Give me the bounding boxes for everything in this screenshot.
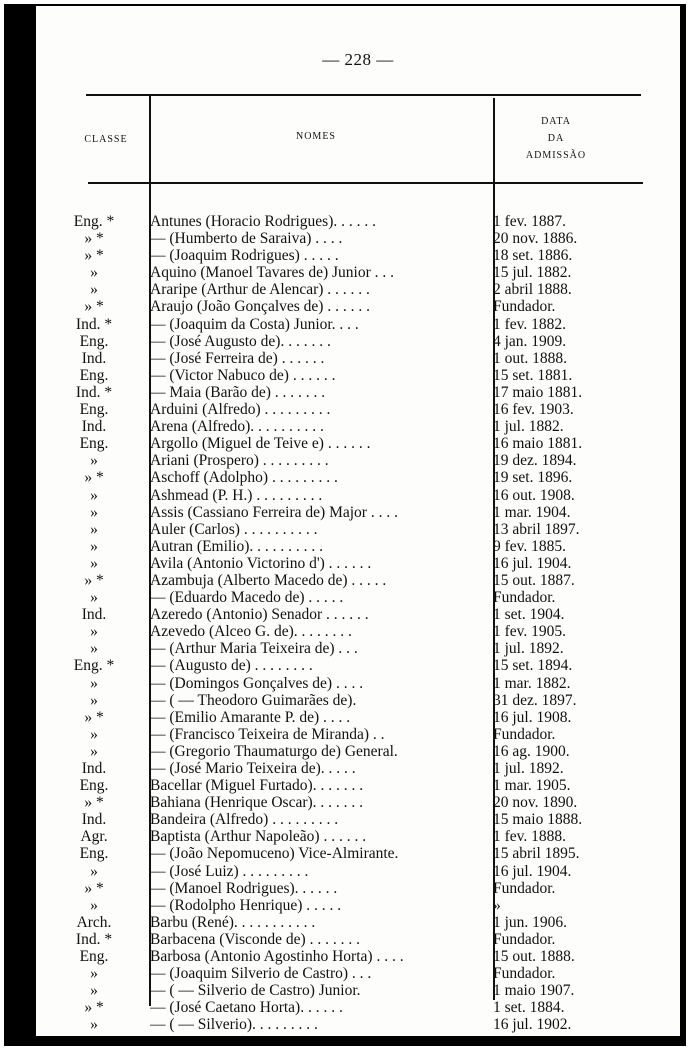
admission-date-cell: Fundador. bbox=[493, 298, 556, 316]
admission-date-cell: 1 out. 1888. bbox=[493, 349, 568, 367]
classe-cell: » bbox=[90, 281, 98, 299]
classe-cell: » * bbox=[84, 298, 104, 316]
admission-date-cell: Fundador. bbox=[493, 930, 556, 948]
table-row bbox=[36, 418, 680, 435]
name-cell: Argollo (Miguel de Teive e) . . . . . . bbox=[150, 435, 371, 453]
name-cell: — ( — Silverio). . . . . . . . . bbox=[150, 1016, 318, 1034]
header-data-line1: DATA bbox=[541, 116, 571, 127]
admission-date-cell: 1 mar. 1904. bbox=[493, 503, 571, 521]
classe-cell: Ind. * bbox=[75, 315, 113, 333]
classe-cell: » bbox=[90, 537, 98, 555]
classe-cell: Agr. bbox=[80, 828, 108, 846]
table-row bbox=[36, 794, 680, 811]
name-cell: Arena (Alfredo). . . . . . . . . . bbox=[150, 418, 324, 436]
admission-date-cell: 16 out. 1908. bbox=[493, 486, 575, 504]
table-row bbox=[36, 606, 680, 623]
table-row bbox=[36, 452, 680, 469]
classe-cell: » * bbox=[84, 230, 104, 248]
table-row bbox=[36, 760, 680, 777]
classe-cell: » bbox=[90, 691, 98, 709]
name-cell: Bandeira (Alfredo) . . . . . . . . . bbox=[150, 811, 339, 829]
classe-cell: » * bbox=[84, 571, 104, 589]
classe-cell: » bbox=[90, 589, 98, 607]
name-cell: — (Domingos Gonçalves de) . . . . bbox=[150, 674, 364, 692]
admission-date-cell: 20 nov. 1890. bbox=[493, 794, 578, 812]
name-cell: Bacellar (Miguel Furtado). . . . . . . bbox=[150, 777, 364, 795]
name-cell: — (José Luiz) . . . . . . . . . bbox=[150, 862, 309, 880]
table-row bbox=[36, 999, 680, 1016]
name-cell: Assis (Cassiano Ferreira de) Major . . . . bbox=[150, 503, 398, 521]
table-row bbox=[36, 350, 680, 367]
table-row bbox=[36, 948, 680, 965]
name-cell: Arduini (Alfredo) . . . . . . . . . bbox=[150, 401, 331, 419]
name-cell: Bahiana (Henrique Oscar). . . . . . . bbox=[150, 794, 364, 812]
name-cell: Ashmead (P. H.) . . . . . . . . . bbox=[150, 486, 323, 504]
header-classe: CLASSE bbox=[84, 134, 128, 145]
name-cell: — (José Ferreira de) . . . . . . bbox=[150, 349, 325, 367]
classe-cell: Ind. bbox=[81, 760, 107, 777]
name-cell: — (Manoel Rodrigues). . . . . . bbox=[150, 879, 338, 897]
name-cell: Araripe (Arthur de Alencar) . . . . . . bbox=[150, 281, 370, 299]
page-number: — 228 — bbox=[322, 50, 394, 69]
admission-date-cell: 1 set. 1884. bbox=[493, 999, 565, 1017]
classe-cell: Eng. bbox=[79, 435, 109, 453]
name-cell: Barbu (René). . . . . . . . . . . bbox=[150, 913, 316, 931]
name-cell: — (Gregorio Thaumaturgo de) General. bbox=[150, 742, 398, 760]
admission-date-cell: » bbox=[493, 896, 501, 914]
table-row bbox=[36, 333, 680, 350]
table-row bbox=[36, 726, 680, 743]
name-cell: — (Arthur Maria Teixeira de) . . . bbox=[150, 640, 358, 658]
name-cell: Aquino (Manoel Tavares de) Junior . . . bbox=[150, 264, 394, 282]
admission-date-cell: 16 jul. 1908. bbox=[493, 708, 572, 726]
admission-date-cell: 16 jul. 1902. bbox=[493, 1016, 572, 1034]
admission-date-cell: 15 maio 1888. bbox=[493, 811, 583, 829]
admission-date-cell: Fundador. bbox=[493, 965, 556, 983]
table-row bbox=[36, 675, 680, 692]
table-row bbox=[36, 213, 680, 230]
admission-date-cell: 15 set. 1881. bbox=[493, 366, 573, 384]
classe-cell: Ind. * bbox=[75, 930, 113, 948]
classe-cell: » bbox=[90, 623, 98, 641]
table-row bbox=[36, 538, 680, 555]
name-cell: — (Joaquim Silverio de Castro) . . . bbox=[150, 965, 372, 983]
admission-date-cell: 15 set. 1894. bbox=[493, 657, 573, 675]
name-cell: Antunes (Horacio Rodrigues). . . . . . bbox=[150, 213, 376, 230]
admission-date-cell: 1 fev. 1905. bbox=[493, 623, 567, 641]
header-bottom-rule bbox=[88, 182, 643, 184]
name-cell: — (Joaquim Rodrigues) . . . . . bbox=[150, 247, 339, 265]
table-row bbox=[36, 828, 680, 845]
classe-cell: » * bbox=[84, 469, 104, 487]
table-row bbox=[36, 914, 680, 931]
admission-date-cell: Fundador. bbox=[493, 725, 556, 743]
header-data-line3: ADMISSÃO bbox=[525, 150, 587, 161]
classe-cell: » bbox=[90, 554, 98, 572]
classe-cell: Ind. * bbox=[75, 383, 113, 401]
classe-cell: Eng. bbox=[79, 401, 109, 419]
classe-cell: » * bbox=[84, 999, 104, 1017]
table-row bbox=[36, 657, 680, 674]
table-row bbox=[36, 709, 680, 726]
admission-date-cell: 1 jul. 1892. bbox=[493, 640, 564, 658]
name-cell: Aschoff (Adolpho) . . . . . . . . . bbox=[150, 469, 338, 487]
admission-date-cell: 15 out. 1888. bbox=[493, 948, 575, 966]
admission-date-cell: 2 abril 1888. bbox=[493, 281, 572, 299]
classe-cell: » bbox=[90, 452, 98, 470]
table-row bbox=[36, 965, 680, 982]
classe-cell: » * bbox=[84, 247, 104, 265]
classe-cell: Eng. bbox=[79, 948, 109, 966]
table-row bbox=[36, 931, 680, 948]
table-row bbox=[36, 777, 680, 794]
table-row bbox=[36, 469, 680, 486]
admission-date-cell: 1 jul. 1892. bbox=[493, 760, 564, 777]
name-cell: — (Emilio Amarante P. de) . . . . bbox=[150, 708, 351, 726]
name-cell: Ariani (Prospero) . . . . . . . . . bbox=[150, 452, 329, 470]
name-cell: — (João Nepomuceno) Vice-Almirante. bbox=[150, 845, 399, 863]
classe-cell: Ind. bbox=[81, 811, 107, 829]
classe-cell: » bbox=[90, 965, 98, 983]
classe-cell: Arch. bbox=[76, 913, 112, 931]
admission-date-cell: 16 ag. 1900. bbox=[493, 742, 570, 760]
classe-cell: Eng. bbox=[79, 777, 109, 795]
classe-cell: » bbox=[90, 725, 98, 743]
table-row bbox=[36, 811, 680, 828]
admission-date-cell: 1 mar. 1882. bbox=[493, 674, 571, 692]
classe-cell: » bbox=[90, 982, 98, 1000]
name-cell: — (José Caetano Horta). . . . . . bbox=[150, 999, 343, 1017]
admission-date-cell: 19 dez. 1894. bbox=[493, 452, 577, 470]
admission-date-cell: 15 jul. 1882. bbox=[493, 264, 572, 282]
admission-date-cell: 1 set. 1904. bbox=[493, 606, 565, 624]
admission-date-cell: 13 abril 1897. bbox=[493, 520, 580, 538]
table-row bbox=[36, 281, 680, 298]
table-row bbox=[36, 384, 680, 401]
classe-cell: » bbox=[90, 503, 98, 521]
name-cell: — Maia (Barão de) . . . . . . . bbox=[150, 383, 326, 401]
classe-cell: Eng. bbox=[79, 332, 109, 350]
admission-date-cell: 16 maio 1881. bbox=[493, 435, 583, 453]
name-cell: — (Augusto de) . . . . . . . . bbox=[150, 657, 313, 675]
table-row bbox=[36, 845, 680, 862]
classe-cell: » bbox=[90, 1016, 98, 1034]
admission-date-cell: 18 set. 1886. bbox=[493, 247, 573, 265]
header-nomes: NOMES bbox=[295, 131, 336, 142]
table-row bbox=[36, 521, 680, 538]
classe-cell: » bbox=[90, 862, 98, 880]
table-row bbox=[36, 692, 680, 709]
classe-cell: » * bbox=[84, 879, 104, 897]
admission-date-cell: 16 fev. 1903. bbox=[493, 401, 574, 419]
table-row bbox=[36, 589, 680, 606]
table-row bbox=[36, 264, 680, 281]
classe-cell: » bbox=[90, 674, 98, 692]
name-cell: — (Francisco Teixeira de Miranda) . . bbox=[150, 725, 385, 743]
name-cell: Avila (Antonio Victorino d') . . . . . . bbox=[150, 554, 372, 572]
table-row bbox=[36, 863, 680, 880]
admission-date-cell: 31 dez. 1897. bbox=[493, 691, 577, 709]
table-row bbox=[36, 572, 680, 589]
table-row bbox=[36, 367, 680, 384]
classe-cell: » bbox=[90, 264, 98, 282]
admission-date-cell: 17 maio 1881. bbox=[493, 383, 583, 401]
classe-cell: » bbox=[90, 640, 98, 658]
admission-date-cell: 1 jun. 1906. bbox=[493, 913, 568, 931]
name-cell: Auler (Carlos) . . . . . . . . . . bbox=[150, 520, 318, 538]
name-cell: Barbacena (Visconde de) . . . . . . . bbox=[150, 930, 360, 948]
table-row bbox=[36, 1016, 680, 1033]
document-page bbox=[36, 6, 680, 1036]
classe-cell: » bbox=[90, 742, 98, 760]
name-cell: Barbosa (Antonio Agostinho Horta) . . . . bbox=[150, 948, 404, 966]
name-cell: — (Rodolpho Henrique) . . . . . bbox=[150, 896, 342, 914]
table-row bbox=[36, 897, 680, 914]
table-row bbox=[36, 435, 680, 452]
admission-date-cell: 1 jul. 1882. bbox=[493, 418, 564, 436]
admission-date-cell: 9 fev. 1885. bbox=[493, 537, 567, 555]
classe-cell: Ind. bbox=[81, 349, 107, 367]
classe-cell: » * bbox=[84, 708, 104, 726]
classe-cell: » bbox=[90, 486, 98, 504]
name-cell: Azevedo (Alceo G. de). . . . . . . . bbox=[150, 623, 352, 641]
classe-cell: Eng. bbox=[79, 366, 109, 384]
classe-cell: » * bbox=[84, 794, 104, 812]
name-cell: — (Joaquim da Costa) Junior. . . . bbox=[150, 315, 359, 333]
admission-date-cell: 16 jul. 1904. bbox=[493, 862, 572, 880]
table-row bbox=[36, 230, 680, 247]
table-row bbox=[36, 623, 680, 640]
name-cell: Baptista (Arthur Napoleão) . . . . . . bbox=[150, 828, 367, 846]
classe-cell: Eng. * bbox=[73, 657, 115, 675]
classe-cell: Ind. bbox=[81, 418, 107, 436]
name-cell: — (Eduardo Macedo de) . . . . . bbox=[150, 589, 344, 607]
name-cell: — ( — Silverio de Castro) Junior. bbox=[150, 982, 361, 1000]
admission-date-cell: 1 fev. 1888. bbox=[493, 828, 567, 846]
admission-date-cell: 15 out. 1887. bbox=[493, 571, 575, 589]
table-row bbox=[36, 316, 680, 333]
admission-date-cell: 4 jan. 1909. bbox=[493, 332, 567, 350]
name-cell: — (José Augusto de). . . . . . . bbox=[150, 332, 331, 350]
table-row bbox=[36, 880, 680, 897]
name-cell: — ( — Theodoro Guimarães de). bbox=[150, 691, 357, 709]
classe-cell: Eng. bbox=[79, 845, 109, 863]
table-row bbox=[36, 555, 680, 572]
classe-cell: » bbox=[90, 520, 98, 538]
table-row bbox=[36, 743, 680, 760]
member-list bbox=[36, 213, 680, 1034]
table-row bbox=[36, 247, 680, 264]
classe-cell: Ind. bbox=[81, 606, 107, 624]
admission-date-cell: Fundador. bbox=[493, 879, 556, 897]
table-row bbox=[36, 640, 680, 657]
admission-date-cell: 1 fev. 1882. bbox=[493, 315, 567, 333]
header-top-rule bbox=[86, 94, 641, 96]
admission-date-cell: 16 jul. 1904. bbox=[493, 554, 572, 572]
name-cell: Azeredo (Antonio) Senador . . . . . . bbox=[150, 606, 369, 624]
admission-date-cell: 15 abril 1895. bbox=[493, 845, 580, 863]
header-data-line2: DA bbox=[547, 133, 565, 144]
admission-date-cell: 1 mar. 1905. bbox=[493, 777, 571, 795]
name-cell: — (José Mario Teixeira de). . . . . bbox=[150, 760, 356, 777]
table-row bbox=[36, 487, 680, 504]
name-cell: — (Humberto de Saraiva) . . . . bbox=[150, 230, 343, 248]
name-cell: — (Victor Nabuco de) . . . . . . bbox=[150, 366, 336, 384]
name-cell: Araujo (João Gonçalves de) . . . . . . bbox=[150, 298, 370, 316]
table-row bbox=[36, 504, 680, 521]
name-cell: Autran (Emilio). . . . . . . . . . bbox=[150, 537, 324, 555]
table-row bbox=[36, 298, 680, 315]
table-row bbox=[36, 401, 680, 418]
name-cell: Azambuja (Alberto Macedo de) . . . . . bbox=[150, 571, 387, 589]
classe-cell: » bbox=[90, 896, 98, 914]
admission-date-cell: 1 maio 1907. bbox=[493, 982, 575, 1000]
classe-cell: Eng. * bbox=[73, 213, 115, 230]
admission-date-cell: 1 fev. 1887. bbox=[493, 213, 567, 230]
admission-date-cell: Fundador. bbox=[493, 589, 556, 607]
table-row bbox=[36, 982, 680, 999]
admission-date-cell: 20 nov. 1886. bbox=[493, 230, 578, 248]
admission-date-cell: 19 set. 1896. bbox=[493, 469, 573, 487]
